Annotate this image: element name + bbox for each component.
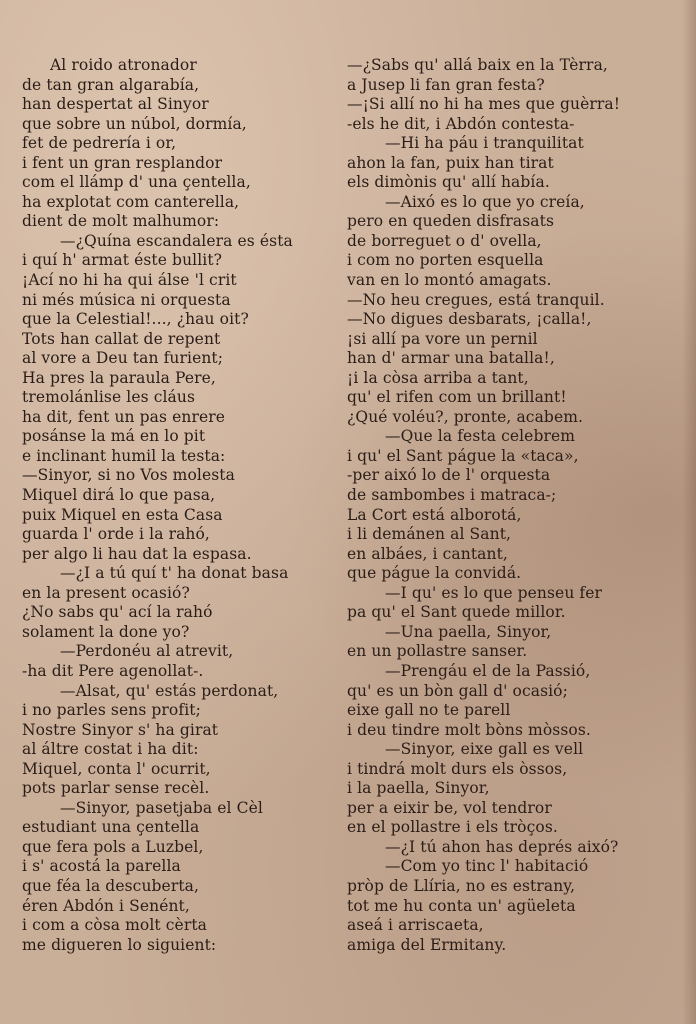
verse-line: de sambombes i matraca-; <box>347 486 557 505</box>
verse-line: i tindrá molt durs els òssos, <box>347 759 568 778</box>
verse-line: i deu tindre molt bòns mòssos. <box>347 720 591 739</box>
verse-line: -els he dit, i Abdón contesta- <box>347 114 575 133</box>
verse-line: que sobre un núbol, dormía, <box>22 114 247 133</box>
verse-line: han despertat al Sinyor <box>22 95 209 114</box>
verse-line: —¡Si allí no hi ha mes que guèrra! <box>347 95 621 114</box>
verse-line: -ha dit Pere agenollat-. <box>22 661 204 680</box>
verse-line: Miquel dirá lo que pasa, <box>22 486 216 505</box>
left-column <box>22 56 352 955</box>
verse-line: —Sinyor, eixe gall es vell <box>385 740 584 759</box>
verse-line: que págue la convidá. <box>347 564 522 583</box>
verse-line: —Aixó es lo que yo creía, <box>385 192 585 211</box>
verse-line: dient de molt malhumor: <box>22 212 220 231</box>
verse-line: ha dit, fent un pas enrere <box>22 407 226 426</box>
verse-line: i com a còsa molt cèrta <box>22 916 207 935</box>
right-column <box>347 56 677 955</box>
verse-line: —I qu' es lo que penseu fer <box>385 583 603 602</box>
verse-line: —Perdonéu al atrevit, <box>60 642 234 661</box>
verse-line: que la Celestial!..., ¿hau oit? <box>22 310 249 329</box>
verse-line: —Sinyor, si no Vos molesta <box>22 466 235 485</box>
verse-line: van en lo montó amagats. <box>347 271 552 290</box>
verse-line: -per aixó lo de l' orquesta <box>347 466 551 485</box>
verse-line: éren Abdón i Senént, <box>22 896 190 915</box>
verse-line: —¿Quína escandalera es ésta <box>60 231 293 250</box>
verse-line: al áltre costat i ha dit: <box>22 740 199 759</box>
verse-line: —Alsat, qu' estás perdonat, <box>60 681 279 700</box>
verse-line: qu' es un bòn gall d' ocasió; <box>347 681 568 700</box>
verse-line: e inclinant humil la testa: <box>22 446 226 465</box>
verse-line: —Prengáu el de la Passió, <box>385 661 591 680</box>
verse-line: han d' armar una batalla!, <box>347 349 555 368</box>
verse-line: ¿Qué voléu?, pronte, acabem. <box>347 407 584 426</box>
verse-line: i no parles sens profit; <box>22 701 201 720</box>
verse-line: amiga del Ermitany. <box>347 935 507 954</box>
verse-line: per algo li hau dat la espasa. <box>22 544 252 563</box>
verse-line: —Una paella, Sinyor, <box>385 622 552 641</box>
verse-line: —Hi ha páu i tranquilitat <box>385 134 584 153</box>
verse-line: i qu' el Sant págue la «taca», <box>347 446 579 465</box>
verse-line: i com no porten esquella <box>347 251 544 270</box>
verse-line: tot me hu conta un' agüeleta <box>347 896 576 915</box>
verse-line: ¡si allí pa vore un pernil <box>347 329 538 348</box>
verse-line: —¿I a tú quí t' ha donat basa <box>60 564 289 583</box>
verse-line: Nostre Sinyor s' ha girat <box>22 720 219 739</box>
verse-line: i s' acostá la parella <box>22 857 181 876</box>
verse-line: La Cort está alborotá, <box>347 505 522 524</box>
verse-line: posánse la má en lo pit <box>22 427 206 446</box>
verse-line: els dimònis qu' allí había. <box>347 173 550 192</box>
verse-line: puix Miquel en esta Casa <box>22 505 223 524</box>
page-edge-shadow <box>682 0 696 1024</box>
verse-line: —No digues desbarats, ¡calla!, <box>347 310 592 329</box>
verse-line: —Com yo tinc l' habitació <box>385 857 589 876</box>
verse-line: eixe gall no te parell <box>347 701 511 720</box>
verse-line: al vore a Deu tan furient; <box>22 349 224 368</box>
verse-line: guarda l' orde i la rahó, <box>22 525 210 544</box>
verse-line: i la paella, Sinyor, <box>347 779 490 798</box>
verse-line: aseá i arriscaeta, <box>347 916 484 935</box>
verse-line: en la present ocasió? <box>22 583 190 602</box>
verse-line: Tots han callat de repent <box>22 329 221 348</box>
verse-line: a Jusep li fan gran festa? <box>347 75 545 94</box>
verse-line: estudiant una çentella <box>22 818 200 837</box>
verse-line: —¿I tú ahon has deprés aixó? <box>385 837 619 856</box>
verse-line: pa qu' el Sant quede millor. <box>347 603 566 622</box>
verse-line: com el llámp d' una çentella, <box>22 173 251 192</box>
verse-line: en el pollastre i els tròços. <box>347 818 558 837</box>
verse-line: de borreguet o d' ovella, <box>347 231 542 250</box>
verse-line: ni més música ni orquesta <box>22 290 231 309</box>
verse-line: i li demánen al Sant, <box>347 525 512 544</box>
verse-line: de tan gran algarabía, <box>22 75 200 94</box>
verse-line: per a eixir be, vol tendror <box>347 798 552 817</box>
verse-line: —Que la festa celebrem <box>385 427 576 446</box>
verse-line: qu' el rifen com un brillant! <box>347 388 567 407</box>
verse-line: ahon la fan, puix han tirat <box>347 153 554 172</box>
verse-line: solament la done yo? <box>22 622 190 641</box>
verse-line: Al roido atronador <box>50 56 197 74</box>
verse-line: que féa la descuberta, <box>22 876 200 895</box>
verse-line: —¿Sabs qu' allá baix en la Tèrra, <box>347 56 608 74</box>
verse-line: Miquel, conta l' ocurrit, <box>22 759 211 778</box>
verse-line: pots parlar sense recèl. <box>22 779 210 798</box>
verse-line: ¡Ací no hi ha qui álse 'l crit <box>22 271 237 290</box>
verse-line: ¡i la còsa arriba a tant, <box>347 368 529 387</box>
verse-line: ¿No sabs qu' ací la rahó <box>22 603 213 622</box>
verse-line: que fera pols a Luzbel, <box>22 837 204 856</box>
verse-line: i fent un gran resplandor <box>22 153 223 172</box>
verse-line: ha explotat com canterella, <box>22 192 240 211</box>
verse-line: pero en queden disfrasats <box>347 212 555 231</box>
verse-line: Ha pres la paraula Pere, <box>22 368 216 387</box>
verse-line: i quí h' armat éste bullit? <box>22 251 223 270</box>
verse-line: tremolánlise les cláus <box>22 388 196 407</box>
verse-line: pròp de Llíria, no es estrany, <box>347 876 576 895</box>
verse-line: fet de pedrería i or, <box>22 134 177 153</box>
verse-line: —Sinyor, pasetjaba el Cèl <box>60 798 263 817</box>
verse-line: me digueren lo siguient: <box>22 935 217 954</box>
verse-line: —No heu cregues, está tranquil. <box>347 290 605 309</box>
verse-line: en albáes, i cantant, <box>347 544 508 563</box>
verse-line: en un pollastre sanser. <box>347 642 528 661</box>
